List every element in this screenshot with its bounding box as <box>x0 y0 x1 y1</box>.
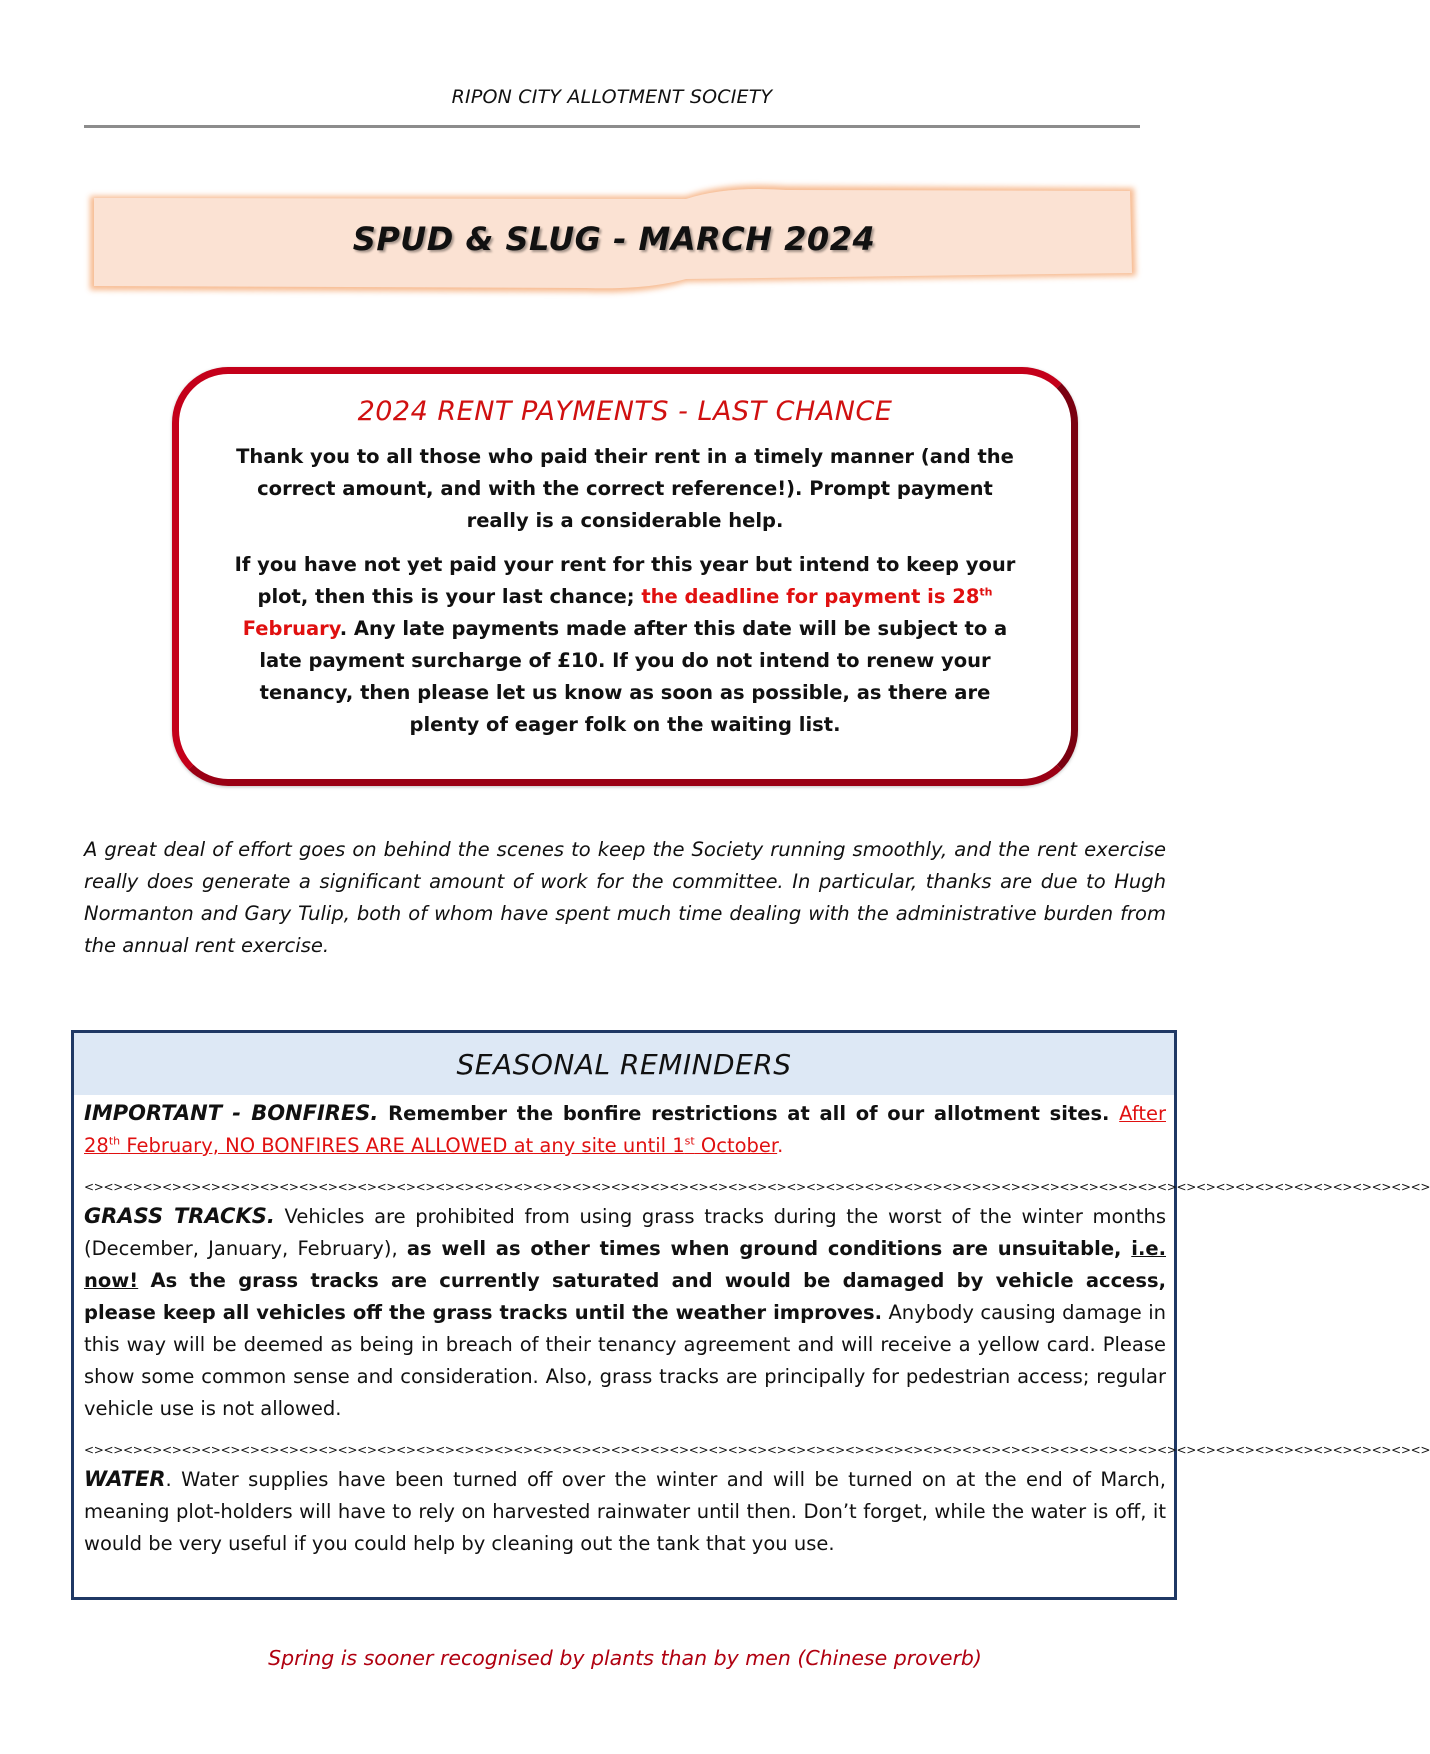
separator-line: <><><><><><><><><><><><><><><><><><><><><><><><><><><><><><><><><><><><><><><><><><><><><><><><><><><><><><><><><><><><><><><><><><><><><> <box>84 1443 1430 1457</box>
seasonal-reminders-box <box>71 1030 1430 1600</box>
header-divider <box>84 125 1140 128</box>
water-paragraph: WATER. Water supplies have been turned off over the winter and will be turned on at the end of March, meaning plot-holders will have to rely on harvested rainwater until then. Don’t forget, while the water is off, it would be very useful if you could help by cleaning out the tank that you use. <box>84 1467 1166 1555</box>
newsletter-title: SPUD & SLUG - MARCH 2024 <box>352 220 876 258</box>
rent-deadline-paragraph: If you have not yet paid your rent for this year but intend to keep your plot, then this is your last chance; the deadline for payment is 28th February. Any late payments made after this date will be subject to a late payment surcharge of £10. If you do not intend to renew your tenancy, then please let us know as soon as possible, as there are plenty of eager folk on the waiting list. <box>234 553 1016 736</box>
reminders-title: SEASONAL REMINDERS <box>74 1033 1174 1095</box>
title-banner <box>86 182 1142 298</box>
bonfire-ban-highlight: After 28th February, NO BONFIRES ARE ALLOWED at any site until 1st October <box>84 1102 1166 1157</box>
rent-payments-box <box>172 367 1078 786</box>
separator-line: <><><><><><><><><><><><><><><><><><><><><><><><><><><><><><><><><><><><><><><><><><><><><><><><><><><><><><><><><><><><><><><><><><><><><> <box>84 1180 1430 1194</box>
deadline-highlight: the deadline for payment is 28th February <box>242 585 993 640</box>
intro-paragraph: A great deal of effort goes on behind the scenes to keep the Society running smoothly, and the rent exercise really does generate a significant amount of work for the committee. In particular, thanks are due to Hugh Normanton and Gary Tulip, both of whom have spent much time dealing with the administrative burden from the annual rent exercise. <box>84 838 1166 957</box>
rent-thanks-paragraph: Thank you to all those who paid their rent in a timely manner (and the correct amount, and with the correct reference!). Prompt payment really is a considerable help. <box>236 445 1014 532</box>
grass-tracks-paragraph: GRASS TRACKS. Vehicles are prohibited from using grass tracks during the worst of the winter months (December, January, February), as well as other times when ground conditions are unsuitable, i.e. now! As the grass tracks are currently saturated and would be damaged by vehicle access, please keep all vehicles off the grass tracks until the weather improves. Anybody causing damage in this way will be deemed as being in breach of their tenancy agreement and will receive a yellow card. Please show some common sense and consideration. Also, grass tracks are principally for pedestrian access; regular vehicle use is not allowed. <box>84 1204 1166 1420</box>
proverb-footer: Spring is sooner recognised by plants than by men (Chinese proverb) <box>268 1646 982 1670</box>
society-header: RIPON CITY ALLOTMENT SOCIETY <box>451 86 773 108</box>
rent-title: 2024 RENT PAYMENTS - LAST CHANCE <box>357 396 893 427</box>
bonfires-paragraph: IMPORTANT - BONFIRES. Remember the bonfire restrictions at all of our allotment sites. After 28th February, NO BONFIRES ARE ALLOWED at any site until 1st October. <box>84 1101 1166 1157</box>
